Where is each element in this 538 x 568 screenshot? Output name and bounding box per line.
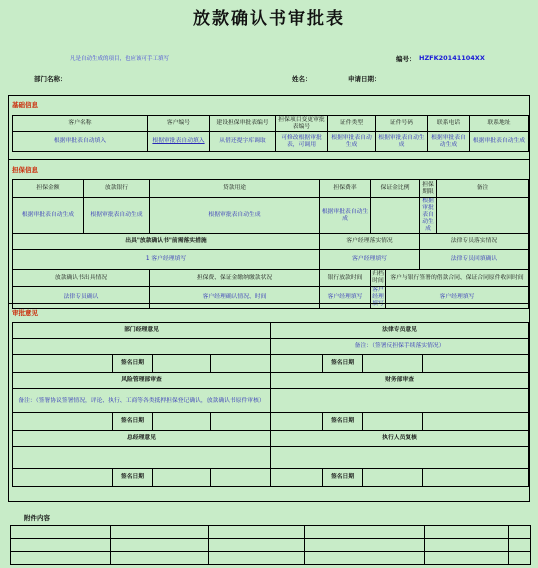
attachment-cell[interactable]	[425, 539, 509, 552]
col-id-number: 证件号码	[376, 116, 428, 132]
col-deposit-ratio: 保证金比例	[371, 180, 420, 198]
finance-sign-date-label: 签名日期	[323, 413, 363, 431]
name-label: 姓名：	[292, 75, 312, 83]
col-change-no: 担保项目变更审批表编号	[276, 116, 328, 132]
exec-review-label: 执行人员复核	[271, 431, 529, 447]
code-label: 编号：	[396, 55, 416, 63]
attachment-cell[interactable]	[425, 552, 509, 565]
attachment-cell[interactable]	[111, 539, 209, 552]
archive-time-field[interactable]: 客户经理填写	[372, 287, 384, 307]
attachment-cell[interactable]	[305, 526, 425, 539]
attachment-cell[interactable]	[425, 526, 509, 539]
legal-note-field[interactable]: 备注：（签署反担保手续落实情况）	[271, 339, 529, 355]
legal-implementation-label: 法律专员落实情况	[420, 234, 529, 250]
attachment-cell[interactable]	[509, 539, 531, 552]
page-title: 放款确认书审批表	[193, 9, 345, 29]
fee-payment-field[interactable]: 客户经理确认情况、时间	[150, 287, 320, 309]
contract-return-label: 客户与银行签署的借款合同、保证合同原件收回时间	[386, 270, 529, 287]
legal-sign-date-field[interactable]	[363, 355, 423, 373]
finance-sign-date-field[interactable]	[363, 413, 423, 431]
id-number-field[interactable]: 根据审批表自动生成	[376, 132, 428, 152]
bank-lending-time-label: 银行放款时间	[320, 270, 371, 287]
exec-sign-date-label: 签名日期	[323, 469, 363, 487]
attachments-table	[10, 525, 531, 565]
form-frame	[8, 95, 530, 502]
exec-review-field[interactable]	[271, 447, 529, 469]
risk-review-label: 风险管理部审查	[13, 373, 271, 389]
col-approval-no: 建设担保审批表编号	[210, 116, 276, 132]
gm-opinion-label: 总经理意见	[13, 431, 271, 447]
archive-time-label: 归档时间	[371, 270, 386, 287]
contract-return-field[interactable]: 客户经理填写	[386, 287, 529, 309]
customer-no-field[interactable]: 根据审批表自动填入	[148, 132, 210, 152]
col-fee-rate: 担保费率	[320, 180, 371, 198]
cm-implementation-field[interactable]: 客户经理填写	[320, 250, 420, 270]
approval-title: 审批意见	[12, 309, 38, 317]
col-customer-name: 客户名称	[13, 116, 148, 132]
approval-no-field[interactable]: 从借还提字库调取	[210, 132, 276, 152]
col-address: 联系地址	[470, 116, 529, 132]
term-field[interactable]: 根据审批表自动生成	[420, 198, 437, 234]
dept-opinion-field[interactable]	[13, 339, 271, 355]
attachment-cell[interactable]	[305, 539, 425, 552]
bank-lending-time-field[interactable]: 客户经理填写	[320, 287, 371, 309]
change-no-field[interactable]: 可修改根据审批表，可调用	[276, 132, 328, 152]
legal-opinion-label: 法律专员意见	[271, 323, 529, 339]
col-lending-bank: 放款银行	[84, 180, 150, 198]
address-field[interactable]: 根据审批表自动生成	[470, 132, 529, 152]
loan-purpose-field[interactable]: 根据审批表自动生成	[150, 198, 320, 234]
dept-label: 部门名称：	[34, 75, 67, 83]
cm-implementation-label: 客户经理落实情况	[320, 234, 420, 250]
legal-sign-date-label: 签名日期	[323, 355, 363, 373]
finance-review-label: 财务部审查	[271, 373, 529, 389]
approval-table	[12, 322, 529, 487]
attachment-cell[interactable]	[111, 526, 209, 539]
lending-bank-field[interactable]: 根据审批表自动生成	[84, 198, 150, 234]
gm-sign-date-field[interactable]	[153, 469, 211, 487]
col-phone: 联系电话	[428, 116, 470, 132]
attachments-title: 附件内容	[24, 514, 50, 522]
col-id-type: 证件类型	[328, 116, 376, 132]
id-type-field[interactable]: 根据审批表自动生成	[328, 132, 376, 152]
attachment-cell[interactable]	[509, 552, 531, 565]
gm-sign-date-label: 签名日期	[113, 469, 153, 487]
risk-sign-date-field[interactable]	[153, 413, 211, 431]
confirmation-status-label: 放款确认书出具情况	[13, 270, 150, 287]
attachment-cell[interactable]	[209, 552, 305, 565]
confirmation-status-field[interactable]: 法律专员确认	[13, 287, 150, 309]
approval-divider	[9, 303, 529, 304]
measures-label: 出具"放款确认书"前需落实措施	[13, 234, 320, 250]
guarantee-table	[12, 179, 529, 309]
guarantee-amount-field[interactable]: 根据审批表自动生成	[13, 198, 84, 234]
auto-fill-hint: 凡是自动生成的项目，也应该可手工填写	[70, 56, 170, 62]
guarantee-info-title: 担保信息	[12, 166, 38, 174]
guarantee-divider	[9, 159, 529, 160]
attachment-cell[interactable]	[509, 526, 531, 539]
col-remark: 备注	[437, 180, 529, 198]
attachment-cell[interactable]	[111, 552, 209, 565]
attachment-cell[interactable]	[11, 552, 111, 565]
attachment-cell[interactable]	[11, 526, 111, 539]
dept-opinion-label: 部门经理意见	[13, 323, 271, 339]
deposit-ratio-field[interactable]	[371, 198, 420, 234]
attachment-cell[interactable]	[305, 552, 425, 565]
attachment-cell[interactable]	[209, 539, 305, 552]
exec-sign-date-field[interactable]	[363, 469, 423, 487]
col-guarantee-amount: 担保金额	[13, 180, 84, 198]
risk-note-field[interactable]: 备注：（签署协议签署情况，评论、执行、工商等各类抵押担保登记确认，放款确认书原件审核）	[13, 389, 271, 413]
remark-field[interactable]	[437, 198, 529, 234]
dept-sign-date-field[interactable]	[153, 355, 211, 373]
attachment-cell[interactable]	[11, 539, 111, 552]
fee-payment-label: 担保费、保证金缴纳缴款状况	[150, 270, 320, 287]
phone-field[interactable]: 根据审批表自动生成	[428, 132, 470, 152]
measures-field[interactable]: 1 客户经理填写	[13, 250, 320, 270]
attachment-cell[interactable]	[209, 526, 305, 539]
dept-sign-date-label: 签名日期	[113, 355, 153, 373]
col-loan-purpose: 贷款用途	[150, 180, 320, 198]
col-term: 担保期限	[420, 180, 437, 198]
col-customer-no: 客户编号	[148, 116, 210, 132]
code-value[interactable]: HZFK20141104XX	[419, 54, 485, 62]
finance-review-field[interactable]	[271, 389, 529, 413]
risk-sign-date-label: 签名日期	[113, 413, 153, 431]
fee-rate-field[interactable]: 根据审批表自动生成	[320, 198, 371, 234]
customer-name-field[interactable]: 根据审批表自动填入	[13, 132, 148, 152]
gm-opinion-field[interactable]	[13, 447, 271, 469]
basic-info-title: 基础信息	[12, 101, 38, 109]
basic-info-table	[12, 115, 529, 152]
apply-date-label: 申请日期：	[348, 75, 381, 83]
legal-implementation-field[interactable]: 法律专员回填确认	[420, 250, 529, 270]
